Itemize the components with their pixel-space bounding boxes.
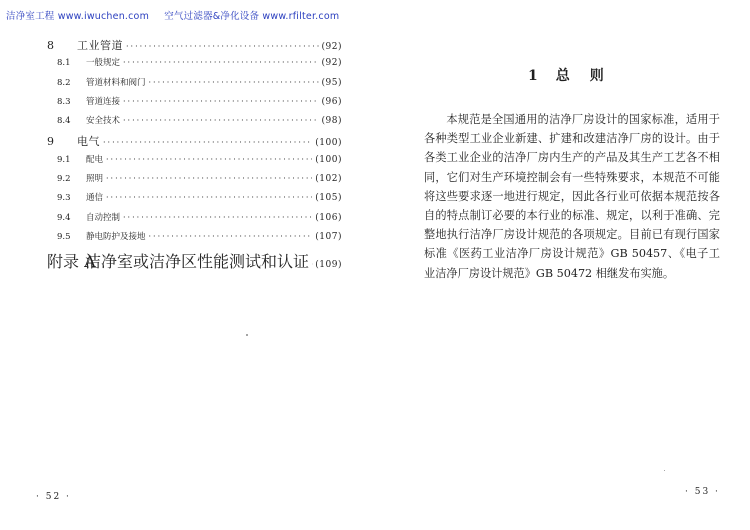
toc-section-row [47,114,342,133]
toc-entry-page: (98) [321,116,342,127]
scan-speck [246,334,248,336]
toc-entry-number: 9.3 [57,193,71,204]
toc-entry-page: (102) [315,174,342,185]
toc-entry-title: 管道连接 [86,96,121,107]
toc-leader-dots [106,193,312,202]
toc-entry-number: 9.2 [57,174,71,185]
toc-leader-dots [123,116,319,125]
toc-entry-page: (95) [321,77,342,88]
toc-section-row [47,95,342,114]
toc-section-row [47,230,342,249]
chapter-number: 1 [528,68,538,84]
toc-entry-title: 工业管道 [77,39,123,52]
toc-entry-page: (92) [321,58,342,69]
toc-entry-title: 通信 [86,193,104,204]
toc-entry-title: 管道材料和阀门 [86,77,146,88]
body-paragraph: 本规范是全国通用的洁净厂房设计的国家标准，适用于各种类型工业企业新建、扩建和改建洁净厂房的设计。由于各类工业企业的洁净厂房内生产的产品及其生产工艺各不相同，它们对生产环境控制会有一些特殊要求，本规范不可能将这些要求逐一地进行规定，因此各行业可依据本规范按各自的特点制订必要的本行业的标准、规定，以利于准确、完整地执行洁净厂房设计规范的各项规定。目前已有现行国家标准《医药工业洁净厂房设计规范》GB 50457、《电子工业洁净厂房设计规范》GB 50472 相继发布实施。 [424,113,720,280]
toc-leader-dots [106,174,312,183]
toc-entry-number: 9 [47,135,54,149]
toc-section-row [47,56,342,75]
toc-leader-dots [149,232,313,241]
table-of-contents [47,37,342,272]
toc-entry-page: (107) [315,231,342,242]
chapter-title: 总则 [555,68,624,84]
toc-entry-number: 9.5 [57,231,71,242]
toc-entry-number: 8.2 [57,77,71,88]
toc-entry-number: 8.3 [57,96,71,107]
toc-entry-title: 配电 [86,154,104,165]
left-page-number: · 52 · [36,492,71,502]
toc-leader-dots [103,138,312,147]
toc-entry-page: (106) [315,212,342,223]
toc-entry-page: (96) [321,96,342,107]
toc-entry-number: 8 [47,39,54,52]
toc-entry-title: 安全技术 [86,116,121,127]
toc-entry-title: 静电防护及接地 [86,231,146,242]
toc-entry-number: 9.1 [57,154,71,165]
toc-section-row [47,191,342,210]
toc-entry-title: 洁净室或洁净区性能测试和认证 [85,252,310,272]
toc-entry-number: 附录 A [47,252,96,272]
toc-section-row [47,76,342,95]
toc-entry-number: 8.1 [57,58,71,69]
toc-entry-page: (100) [315,138,342,149]
toc-leader-dots [126,42,319,51]
right-page-number: · 53 · [685,487,720,497]
toc-section-row [47,211,342,230]
toc-entry-number: 8.4 [57,116,71,127]
toc-leader-dots [149,78,319,87]
toc-entry-title: 一般规定 [86,58,121,69]
toc-section-row [47,172,342,191]
toc-leader-dots [123,213,312,222]
toc-entry-title: 电气 [77,135,100,149]
toc-leader-dots [123,97,319,106]
toc-chapter-row [47,37,342,56]
toc-entry-page: (105) [315,193,342,204]
toc-leader-dots [106,155,312,164]
watermark-left-text: 洁净室工程 www.iwuchen.com [6,11,150,22]
toc-section-row [47,153,342,172]
watermark-right-text: 空气过滤器&净化设备 www.rfilter.com [164,11,340,22]
toc-entry-page: (100) [315,154,342,165]
toc-entry-title: 自动控制 [86,212,121,223]
toc-entry-number: 9.4 [57,212,71,223]
toc-chapter-row [47,133,342,152]
chapter-heading [528,65,624,85]
toc-entry-page: (92) [321,42,342,52]
toc-appendix-row [47,249,342,272]
watermark-header [6,8,351,22]
toc-entry-page: (109) [315,260,342,271]
scan-speck [664,470,665,471]
toc-entry-title: 照明 [86,174,104,185]
toc-leader-dots [123,58,319,67]
